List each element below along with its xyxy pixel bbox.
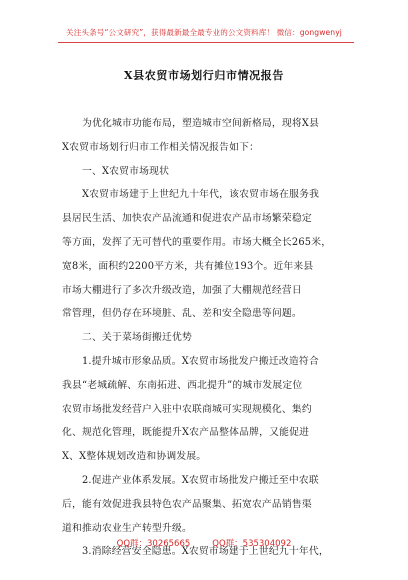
footer-contact	[0, 537, 408, 549]
paragraph-line: X农贸市场划行归市工作相关情况报告如下：	[62, 141, 260, 153]
section-heading: 一、X农贸市场现状	[62, 165, 170, 177]
paragraph-line: 宽8米，面积约2200平方米，共有摊位193个。近年来县	[62, 260, 314, 272]
document-title: X县农贸市场划行归市情况报告	[124, 69, 284, 82]
paragraph-line: 农贸市场批发经营户入驻中农联商城可实现规模化、集约	[62, 403, 312, 415]
header-banner: 关注头条号“公文研究”，获得最新最全最专业的公文资料库！ 微信：gongwenyj	[66, 28, 342, 37]
document-body	[62, 112, 352, 564]
paragraph-line: 市场大棚进行了多次升级改造，加强了大棚规范经营日	[62, 284, 302, 296]
paragraph-line: 县居民生活、加快农产品流通和促进农产品市场繁荣稳定	[62, 213, 312, 225]
paragraph-line: 为优化城市功能布局，塑造城市空间新格局，现将X县	[62, 118, 320, 129]
paragraph-line: 后，能有效促进我县特色农产品聚集、拓宽农产品销售渠	[62, 498, 312, 510]
section-heading: 二、关于菜场街搬迁优势	[62, 332, 192, 344]
paragraph-line: 等方面，发挥了无可替代的重要作用。市场大概全长265米，	[62, 236, 332, 248]
paragraph-line: 1.提升城市形象品质。X农贸市场批发户搬迁改造符合	[62, 355, 319, 367]
paragraph-line: 2.促进产业体系发展。X农贸市场批发户搬迁至中农联	[62, 474, 319, 486]
qq-group-2: QQ群：535304092	[212, 539, 292, 549]
paragraph-line: 常管理，但仍存在环境脏、乱、差和安全隐患等问题。	[62, 308, 302, 320]
paragraph-line: X农贸市场建于上世纪九十年代，该农贸市场在服务我	[62, 189, 320, 201]
qq-group-1: QQ群：30265665	[116, 539, 191, 549]
paragraph-line: 化、规范化管理，既能提升X农产品整体品牌，又能促进	[62, 427, 310, 439]
paragraph-line: 我县“老城疏解、东南拓进、西北提升”的城市发展定位	[62, 379, 303, 391]
header-divider	[58, 42, 354, 43]
paragraph-line: X、X整体规划改造和协调发展。	[62, 451, 207, 463]
paragraph-line: 3.消除经营安全隐患。X农贸市场建于上世纪九十年代，	[62, 546, 329, 558]
paragraph-line: 道和推动农业生产转型升级。	[62, 522, 192, 534]
